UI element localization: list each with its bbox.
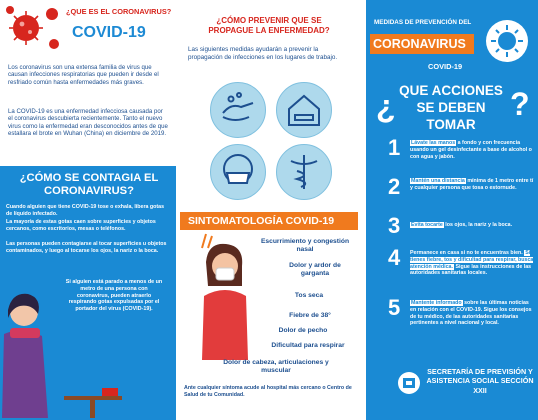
step-body-3: los ojos, la nariz y la boca. <box>443 222 513 228</box>
question-open-mark: ¿ <box>376 88 396 124</box>
step-text-1 <box>410 140 534 160</box>
que-es-question: ¿QUE ES EL CORONAVIRUS? <box>66 7 172 16</box>
step-number-2: 2 <box>388 174 401 199</box>
step-text-2 <box>410 178 534 192</box>
hand-washing-icon <box>210 82 266 138</box>
home-bed-icon <box>276 82 332 138</box>
sintomatologia-banner <box>180 212 358 230</box>
panel-acciones <box>366 0 538 420</box>
step-number-4: 4 <box>388 245 401 270</box>
step-body-4: Sigue las instrucciones de las autoridades sanitarias locales. <box>410 263 532 277</box>
sick-woman-illustration-icon <box>2 284 174 418</box>
symptom-garganta: Dolor y ardor de garganta <box>289 262 341 277</box>
prevenir-intro: Las siguientes medidas ayudarán a prevenir la propagación de infecciones en los lugares de trabajo. <box>188 46 338 61</box>
symptom-pecho: Dolor de pecho <box>278 327 328 334</box>
prevenir-question: ¿CÓMO PREVENIR QUE SE PROPAGUE LA ENFERMEDAD? <box>208 16 330 35</box>
symptom-congestion: Escurrimiento y congestión nasal <box>260 238 350 253</box>
contagio-text-3: Las personas pueden contagiarse al tocar superficies u objetos contaminados, y luego al tocarse los ojos, la nariz o la boca. <box>6 241 167 254</box>
step-body-2: mínima de 1 metro entre tí y cualquier persona que tosa o estornude. <box>410 178 534 191</box>
symptom-tos: Tos seca <box>294 292 324 299</box>
step-text-3 <box>410 222 534 229</box>
contagio-section <box>0 166 176 420</box>
step-highlight-1: Lávate las manos <box>411 140 456 146</box>
step-body-1: a fondo y con frecuencia usando un gel desinfectante a base de alcohol o con agua y jabón. <box>410 140 532 160</box>
step-number-1: 1 <box>388 135 401 160</box>
step-pre-4: Permanece en casa si no te encuentras bien. <box>410 250 525 256</box>
face-mask-icon <box>210 144 266 200</box>
step-highlight-5: Mantente informado <box>411 300 462 306</box>
step-text-4 <box>410 250 534 277</box>
secretaria-label: SECRETARÍA DE PREVISIÓN Y ASISTENCIA SOCIAL SECCIÓN XXII <box>426 367 534 395</box>
panel-que-es <box>0 0 176 420</box>
covid19-paragraph: La COVID-19 es una enfermedad infecciosa causada por el coronavirus descubierta recientemente. Tanto el nuevo virus como la enfermedad eran desconocidos antes de que estallara el brote en Wuhan (China) en diciembre de 2019. <box>8 108 168 138</box>
covid-label: COVID-19 <box>428 62 463 71</box>
contagio-text-1: Cuando alguien que tiene COVID-19 tose o exhala, libera gotas de líquido infectado. <box>6 204 165 217</box>
virus-illustration-icon <box>4 2 64 56</box>
step-highlight-3: Evita tocarte <box>411 222 443 228</box>
step-text-5 <box>410 300 534 327</box>
step-body-5: sobre las últimas noticias en relación con el COVID-19. Sigue los consejos de tu médico, de las autoridades sanitarias pertinentes a nivel nacional y local. <box>410 300 532 327</box>
sintomatologia-title: SINTOMATOLOGÍA COVID-19 <box>188 215 335 227</box>
step-number-3: 3 <box>388 213 401 238</box>
symptom-dolor-cabeza: Dolor de cabeza, articulaciones y muscular <box>223 359 329 374</box>
medidas-heading: MEDIDAS DE PREVENCIÓN DEL <box>374 19 472 26</box>
union-logo-icon <box>398 372 420 394</box>
step-number-5: 5 <box>388 295 401 320</box>
alert-icon <box>200 232 214 250</box>
contagio-text-2: La mayoría de estas gotas caen sobre superficies y objetos cercanos, como escritorios, mesas o teléfonos. <box>6 219 156 232</box>
contagio-title: ¿CÓMO SE CONTAGIA EL CORONAVIRUS? <box>19 172 159 197</box>
acciones-title: QUE ACCIONES SE DEBEN TOMAR <box>399 83 503 132</box>
definition-paragraph: Los coronavirus son una extensa familia de virus que causan infecciones respiratorias que pueden ir desde el resfriado común hasta enfermedades más graves. <box>8 64 159 86</box>
sneezing-woman-illustration-icon <box>196 240 254 360</box>
step-highlight-2: Mantén una distancia <box>411 178 465 184</box>
medical-caduceus-icon <box>276 144 332 200</box>
coronavirus-banner-text: CORONAVIRUS <box>373 37 466 51</box>
symptom-fiebre: Fiebre de 38° <box>289 312 331 319</box>
step-highlight-4: Si tienes fiebre, tos y dificultad para respirar, busca atención médica. <box>410 250 534 270</box>
symptom-respirar: Dificultad para respirar <box>271 342 345 349</box>
question-close-mark: ? <box>510 86 530 122</box>
symptom-footer: Ante cualquier síntoma acude al hospital más cercano o Centro de Salud de tu Comunidad. <box>184 385 352 398</box>
contagio-text-4: Si alguien está parado a menos de un metro de una persona con coronavirus, pueden atraerlo respirando gotas expulsadas por el portador del virus (COVID-19). <box>65 279 163 313</box>
coronavirus-banner <box>370 34 474 54</box>
virus-badge-icon <box>486 20 528 62</box>
panel-prevenir <box>180 0 358 420</box>
covid-title: COVID-19 <box>72 24 146 41</box>
